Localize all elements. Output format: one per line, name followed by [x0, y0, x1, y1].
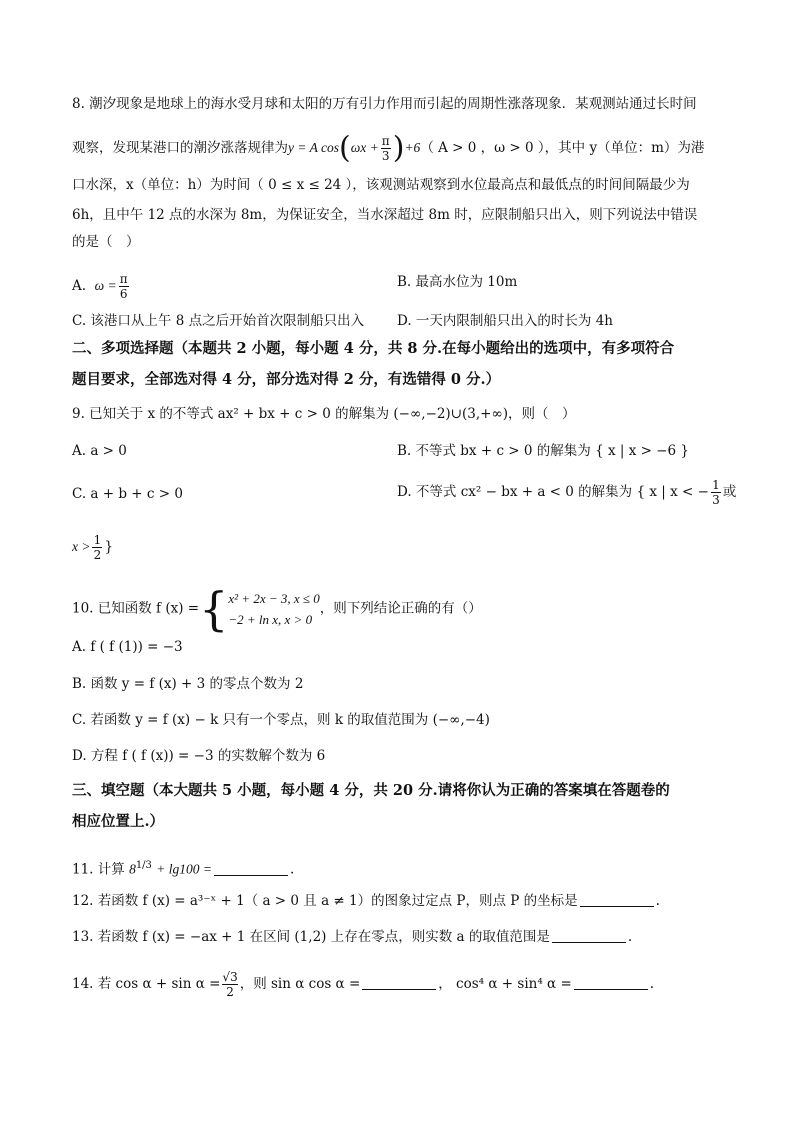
q8-line1: 8. 潮汐现象是地球上的海水受月球和太阳的万有引力作用而引起的周期性涨落现象．某观测站通过长时间: [72, 96, 697, 112]
option-a-fraction: [119, 272, 129, 301]
frac-num: π: [119, 272, 128, 286]
answer-blank[interactable]: [552, 928, 626, 943]
q9-option-a: A. a > 0: [72, 443, 127, 459]
q10-option-c: C. 若函数 y = f (x) − k 只有一个零点，则 k 的取值范围为 (−∞,−4): [72, 712, 490, 728]
section3-heading-line2: 相应位置上.）: [72, 813, 165, 830]
q11-exponent: 1/3: [135, 860, 152, 871]
q10-option-d: D. 方程 f ( f (x)) = −3 的实数解个数为 6: [72, 748, 326, 764]
q10-option-b: B. 函数 y = f (x) + 3 的零点个数为 2: [72, 676, 304, 692]
q8-line2-tail: （ A > 0 ，ω > 0 ），其中 y（单位：m）为港: [420, 140, 705, 156]
frac-den: 2: [226, 985, 234, 999]
option-d-text: D. 不等式 cx² − bx + a < 0 的解集为 { x | x < −: [397, 484, 709, 500]
q8-formula-c: +6: [404, 140, 421, 155]
frac-den: 3: [712, 493, 720, 507]
q8-fraction: [381, 134, 391, 163]
frac-num: 1: [712, 478, 720, 492]
option-d2-text: x >: [72, 539, 91, 554]
frac-den: 3: [381, 149, 390, 163]
q12: [72, 891, 660, 911]
q8-formula-a: y = A cos: [288, 140, 339, 155]
q8-option-a: [72, 272, 131, 301]
option-label: A.: [72, 278, 87, 294]
q8-line4: 6h，且中午 12 点的水深为 8m，为保证安全，当水深超过 8m 时，应限制船只出入，则下列说法中错误: [72, 207, 698, 223]
option-d-or: 或: [722, 484, 737, 500]
frac-num: 1: [93, 533, 102, 547]
q14-part-b: ，则 sin α cos α =: [239, 976, 361, 992]
q10-stem-a: 10. 已知函数 f (x) =: [72, 600, 200, 617]
q10-option-a: A. f ( f (1)) = −3: [72, 639, 183, 655]
q11: [72, 856, 294, 880]
q13: [72, 927, 632, 947]
left-paren: (: [338, 130, 351, 166]
piece-case-1: x² + 2x − 3, x ≤ 0: [228, 591, 320, 606]
option-a-lhs: ω =: [94, 278, 117, 293]
section3-heading-line1: 三、填空题（本大题共 5 小题，每小题 4 分，共 20 分.请将你认为正确的答案填在答题卷的: [72, 782, 670, 799]
q14: [72, 970, 654, 999]
q12-end: .: [655, 893, 660, 909]
q13-text: 13. 若函数 f (x) = −ax + 1 在区间 (1,2) 上存在零点，则实数 a 的取值范围是: [72, 929, 550, 945]
q11-rest: + lg100 =: [156, 861, 212, 877]
frac-num: √3: [222, 970, 238, 984]
answer-blank[interactable]: [574, 975, 648, 990]
q14-part-c: ， cos⁴ α + sin⁴ α =: [438, 976, 572, 992]
frac-den: 2: [93, 548, 102, 562]
q11-end: .: [289, 861, 295, 878]
frac-num: π: [381, 134, 390, 148]
q12-text: 12. 若函数 f (x) = a³⁻ˣ + 1（ a > 0 且 a ≠ 1）的图象过定点 P，则点 P 的坐标是: [72, 893, 578, 909]
q8-formula-b: ωx +: [350, 140, 379, 155]
piecewise-cases: [228, 588, 319, 630]
q9-option-c: C. a + b + c > 0: [72, 486, 183, 502]
option-d2-fraction: [92, 533, 102, 562]
q8-line3: 口水深，x（单位：h）为时间（ 0 ≤ x ≤ 24 ），该观测站观察到水位最高点和最低点的时间间隔最少为: [72, 177, 690, 193]
frac-den: 6: [119, 287, 128, 301]
right-paren: ): [392, 130, 405, 166]
option-d2-close: }: [104, 539, 114, 555]
q8-option-d: D. 一天内限制船只出入的时长为 4h: [397, 313, 613, 329]
answer-blank[interactable]: [580, 892, 654, 907]
section2-heading-line1: 二、多项选择题（本题共 2 小题，每小题 4 分，共 8 分.在每小题给出的选项中，有多项符合: [72, 340, 675, 357]
q9-option-d-continued: [72, 533, 113, 562]
piece-case-2: −2 + ln x, x > 0: [228, 612, 313, 627]
q14-text: 14. 若 cos α + sin α =: [72, 976, 221, 992]
q14-end: .: [649, 976, 655, 992]
q13-end: .: [627, 929, 633, 945]
q11-base: 8: [129, 861, 136, 877]
q8-option-b: B. 最高水位为 10m: [397, 274, 518, 290]
q9-stem: 9. 已知关于 x 的不等式 ax² + bx + c > 0 的解集为 (−∞,−2)∪(3,+∞)，则（ ）: [72, 406, 576, 422]
q8-line5: 的是（ ）: [72, 234, 140, 250]
q8-line2-text: 观察，发现某港口的潮汐涨落规律为: [72, 140, 288, 156]
q11-text: 11. 计算: [72, 861, 125, 878]
q9-option-b: B. 不等式 bx + c > 0 的解集为 { x | x > −6 }: [397, 443, 689, 459]
q14-fraction: [222, 970, 237, 999]
q10-stem-b: ，则下列结论正确的有（）: [319, 600, 482, 617]
q10-stem: [72, 582, 482, 636]
q8-option-c: C. 该港口从上午 8 点之后开始首次限制船只出入: [72, 313, 365, 329]
section2-heading-line2: 题目要求，全部选对得 4 分，部分选对得 2 分，有选错得 0 分.）: [72, 371, 501, 388]
q9-option-d: [397, 478, 736, 507]
piecewise-brace: {: [199, 582, 229, 636]
option-d-fraction: [711, 478, 721, 507]
q8-line2: [72, 130, 705, 166]
answer-blank[interactable]: [214, 861, 288, 876]
answer-blank[interactable]: [362, 975, 436, 990]
